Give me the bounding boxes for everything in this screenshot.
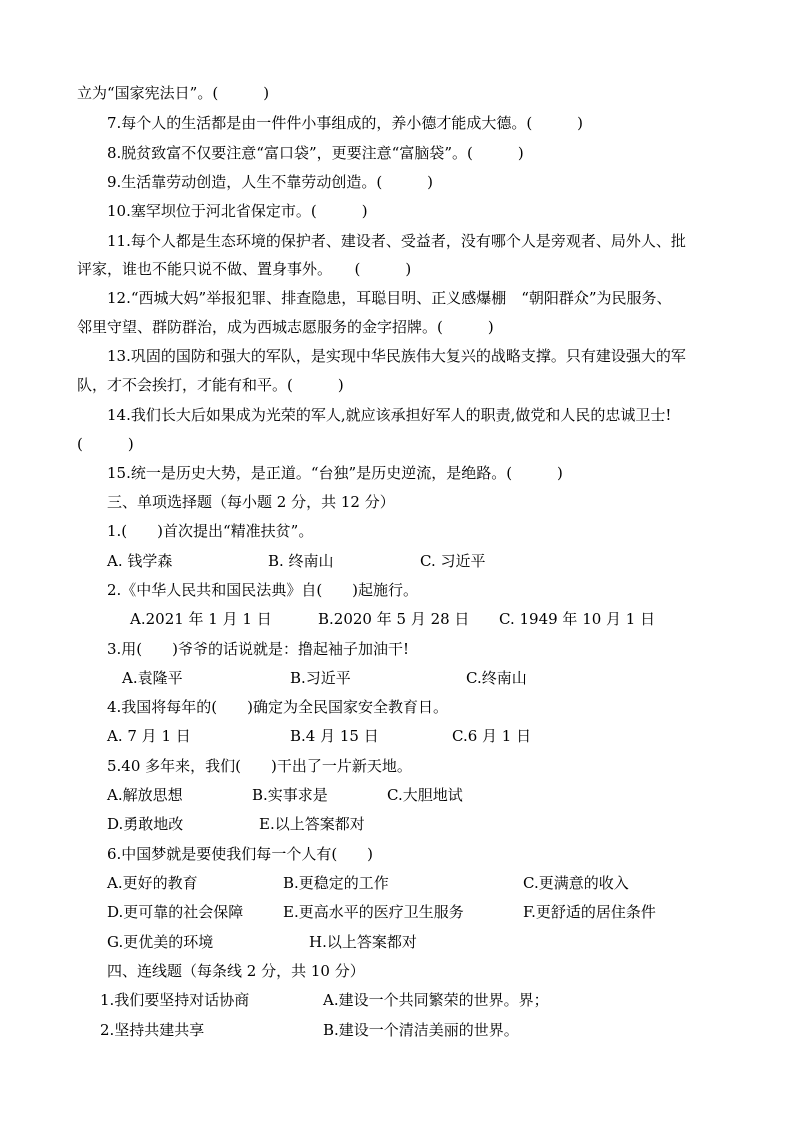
mc-q1-option-a: A. 钱学森 [107, 552, 173, 570]
mc-q1-option-b: B. 终南山 [268, 552, 334, 570]
tf-q11-line2: 评家，谁也不能只说不做、置身事外。 ( ) [77, 260, 412, 278]
section3-heading: 三、单项选择题（每小题 2 分，共 12 分） [107, 493, 395, 511]
mc-q5-option-b: B.实事求是 [252, 786, 328, 804]
match-left-1: 1.我们要坚持对话协商 [100, 991, 250, 1009]
mc-q6-option-c: C.更满意的收入 [523, 874, 629, 892]
mc-q3-option-c: C.终南山 [466, 669, 527, 687]
mc-q6-option-f: F.更舒适的居住条件 [523, 903, 656, 921]
mc-q5-stem: 5.40 多年来，我们( )干出了一片新天地。 [107, 757, 412, 775]
tf-q9: 9.生活靠劳动创造，人生不靠劳动创造。( ) [107, 173, 434, 191]
tf-q8: 8.脱贫致富不仅要注意“富口袋”，更要注意“富脑袋”。( ) [107, 144, 524, 162]
section4-heading: 四、连线题（每条线 2 分，共 10 分） [107, 962, 365, 980]
mc-q4-option-c: C.6 月 1 日 [452, 727, 532, 745]
mc-q5-option-d: D.勇敢地改 [107, 815, 184, 833]
tf-q7: 7.每个人的生活都是由一件件小事组成的，养小德才能成大德。( ) [107, 114, 584, 132]
mc-q5-option-e: E.以上答案都对 [259, 815, 365, 833]
mc-q6-option-g: G.更优美的环境 [107, 933, 214, 951]
mc-q3-stem: 3.用( )爷爷的话说就是：撸起袖子加油干! [107, 640, 410, 658]
mc-q1-option-c: C. 习近平 [420, 552, 486, 570]
tf-q12-line1: 12.“西城大妈”举报犯罪、排查隐患，耳聪目明、正义感爆棚 “朝阳群众”为民服务、 [107, 289, 672, 307]
mc-q2-option-a: A.2021 年 1 月 1 日 [130, 610, 272, 628]
tf-q13-line2: 队，才不会挨打，才能有和平。( ) [77, 376, 344, 394]
tf-q15: 15.统一是历史大势，是正道。“台独”是历史逆流，是绝路。( ) [107, 464, 563, 482]
mc-q6-stem: 6.中国梦就是要使我们每一个人有( ) [107, 845, 374, 863]
mc-q2-stem: 2.《中华人民共和国民法典》自( )起施行。 [107, 581, 419, 599]
mc-q2-option-b: B.2020 年 5 月 28 日 [318, 610, 470, 628]
match-right-b: B.建设一个清洁美丽的世界。 [323, 1021, 519, 1039]
mc-q5-option-c: C.大胆地试 [387, 786, 463, 804]
tf-q14-line2: ( ) [77, 435, 134, 453]
mc-q6-option-h: H.以上答案都对 [309, 933, 417, 951]
mc-q6-option-a: A.更好的教育 [107, 874, 198, 892]
tf-q14-line1: 14.我们长大后如果成为光荣的军人,就应该承担好军人的职责,做党和人民的忠诚卫士! [107, 406, 672, 424]
mc-q4-option-a: A. 7 月 1 日 [107, 727, 191, 745]
match-right-a: A.建设一个共同繁荣的世界。界； [323, 991, 549, 1009]
mc-q6-option-b: B.更稳定的工作 [283, 874, 389, 892]
tf-q6-continuation: 立为“国家宪法日”。( ) [77, 84, 270, 102]
mc-q3-option-b: B.习近平 [290, 669, 351, 687]
tf-q11-line1: 11.每个人都是生态环境的保护者、建设者、受益者，没有哪个人是旁观者、局外人、批 [107, 232, 686, 250]
mc-q3-option-a: A.袁隆平 [122, 669, 183, 687]
mc-q1-stem: 1.( )首次提出“精准扶贫”。 [107, 522, 314, 540]
tf-q13-line1: 13.巩固的国防和强大的军队，是实现中华民族伟大复兴的战略支撑。只有建设强大的军 [107, 347, 686, 365]
mc-q6-option-d: D.更可靠的社会保障 [107, 903, 244, 921]
tf-q10: 10.塞罕坝位于河北省保定市。( ) [107, 202, 368, 220]
mc-q5-option-a: A.解放思想 [107, 786, 183, 804]
mc-q6-option-e: E.更高水平的医疗卫生服务 [283, 903, 464, 921]
mc-q4-stem: 4.我国将每年的( )确定为全民国家安全教育日。 [107, 698, 449, 716]
tf-q12-line2: 邻里守望、群防群治，成为西城志愿服务的金字招牌。( ) [77, 318, 494, 336]
match-left-2: 2.坚持共建共享 [100, 1021, 205, 1039]
mc-q4-option-b: B.4 月 15 日 [290, 727, 379, 745]
mc-q2-option-c: C. 1949 年 10 月 1 日 [499, 610, 656, 628]
